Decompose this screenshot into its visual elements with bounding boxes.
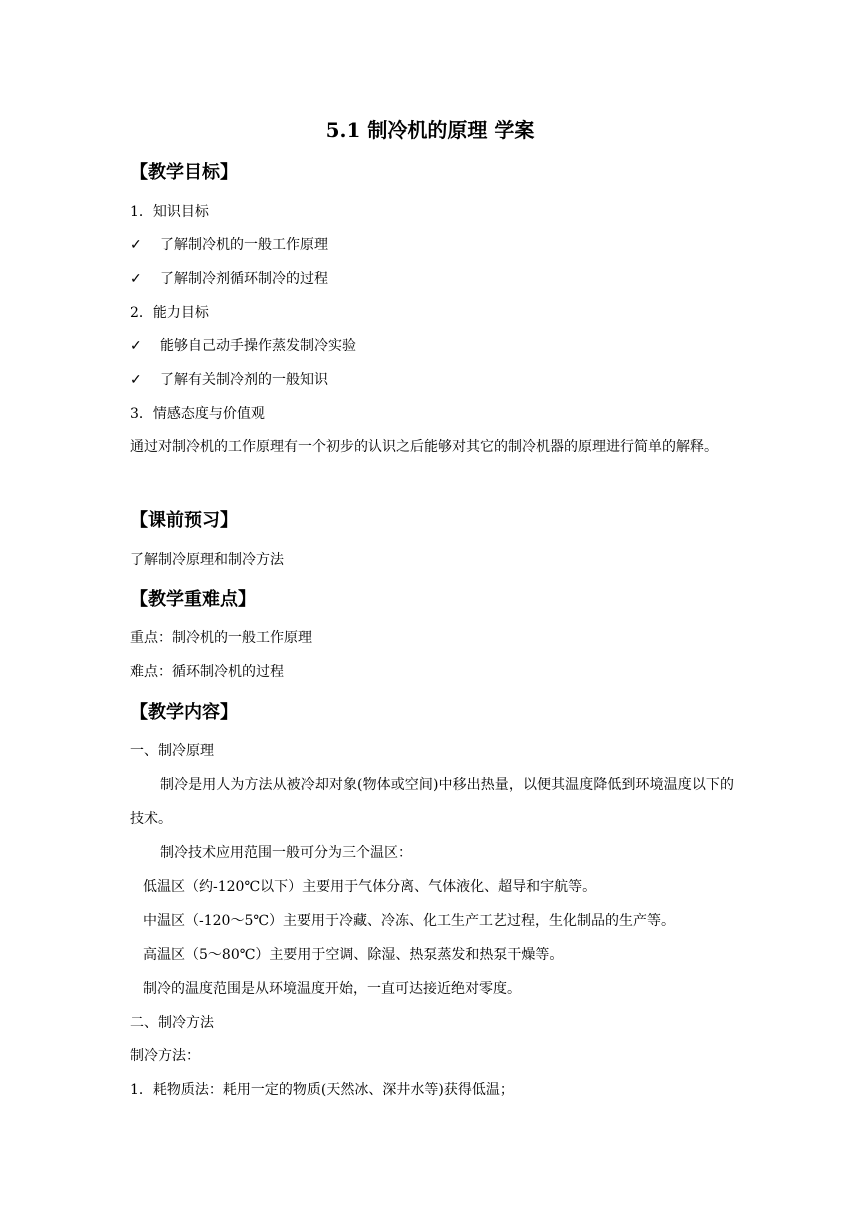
- check-icon: ✓: [130, 372, 142, 388]
- check-icon: ✓: [130, 338, 142, 354]
- temperature-zone-high: 高温区（5～80℃）主要用于空调、除湿、热泵蒸发和热泵干燥等。: [143, 947, 564, 963]
- temperature-range-text: 制冷的温度范围是从环境温度开始，一直可达接近绝对零度。: [143, 981, 521, 997]
- content-part-title: 二、制冷方法: [130, 1015, 214, 1031]
- section-heading-key-points: 【教学重难点】: [130, 589, 256, 610]
- check-icon: ✓: [130, 237, 142, 253]
- methods-label: 制冷方法：: [130, 1048, 200, 1064]
- goal-item-ability: 2．能力目标: [130, 305, 209, 321]
- goal-item-knowledge: 1．知识目标: [130, 204, 209, 220]
- goal-item-attitude: 3．情感态度与价值观: [130, 406, 265, 422]
- difficult-point-text: 难点：循环制冷机的过程: [130, 664, 284, 680]
- content-paragraph: 制冷是用人为方法从被冷却对象(物体或空间)中移出热量，以便其温度降低到环境温度以下的技术。: [130, 777, 734, 827]
- goal-attitude-paragraph: 通过对制冷机的工作原理有一个初步的认识之后能够对其它的制冷机器的原理进行简单的解释。: [130, 439, 718, 455]
- goal-check-text: 了解制冷剂循环制冷的过程: [160, 271, 328, 287]
- document-title: 5.1 制冷机的原理 学案: [325, 118, 535, 142]
- section-heading-goals: 【教学目标】: [130, 162, 238, 183]
- goal-check-item: [130, 370, 328, 390]
- preview-text: 了解制冷原理和制冷方法: [130, 552, 284, 568]
- content-part-title: 一、制冷原理: [130, 743, 214, 759]
- section-heading-preview: 【课前预习】: [130, 510, 238, 531]
- goal-check-text: 能够自己动手操作蒸发制冷实验: [160, 338, 356, 354]
- section-heading-content: 【教学内容】: [130, 702, 238, 723]
- key-point-text: 重点：制冷机的一般工作原理: [130, 630, 312, 646]
- content-paragraph: 制冷技术应用范围一般可分为三个温区：: [160, 845, 412, 861]
- method-item: 1．耗物质法：耗用一定的物质(天然冰、深井水等)获得低温；: [130, 1082, 514, 1098]
- goal-check-item: [130, 336, 356, 356]
- goal-check-text: 了解制冷机的一般工作原理: [160, 237, 328, 253]
- goal-check-item: [130, 269, 328, 289]
- goal-check-text: 了解有关制冷剂的一般知识: [160, 372, 328, 388]
- temperature-zone-mid: 中温区（-120～5℃）主要用于冷藏、冷冻、化工生产工艺过程，生化制品的生产等。: [143, 913, 676, 929]
- goal-check-item: [130, 235, 328, 255]
- temperature-zone-low: 低温区（约-120℃以下）主要用于气体分离、气体液化、超导和宇航等。: [143, 879, 597, 895]
- check-icon: ✓: [130, 271, 142, 287]
